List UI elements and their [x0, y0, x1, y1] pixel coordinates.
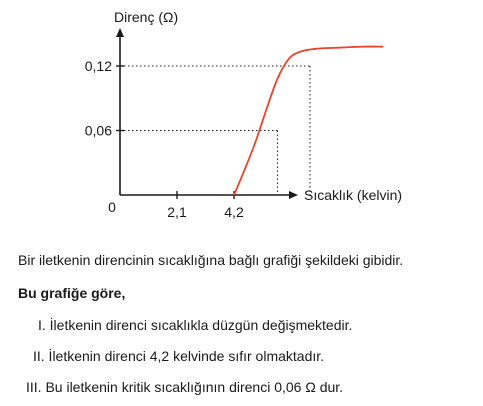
- x-axis-title: Sıcaklık (kelvin): [304, 187, 403, 203]
- question-lead: Bu grafiğe göre,: [18, 285, 126, 301]
- x-tick-label: 2,1: [167, 204, 187, 220]
- x-axis-arrow: [289, 191, 298, 199]
- y-tick-label: 0,12: [84, 58, 112, 74]
- intro-text: Bir iletkenin direncinin sıcaklığına bağlı grafiği şekildeki gibidir.: [18, 252, 404, 268]
- y-axis-arrow: [116, 28, 124, 37]
- statement-2: II. İletkenin direnci 4,2 kelvinde sıfır olmaktadır.: [33, 348, 325, 364]
- origin-label: 0: [108, 199, 116, 215]
- y-axis-title: Direnç (Ω): [114, 9, 179, 25]
- resistance-curve: [234, 47, 383, 195]
- y-tick-label: 0,06: [84, 122, 112, 139]
- statement-1: I. İletkenin direnci sıcaklıkla düzgün değişmektedir.: [38, 317, 353, 333]
- x-tick-label: 4,2: [224, 204, 244, 220]
- statement-3: III. Bu iletkenin kritik sıcaklığının direnci 0,06 Ω dur.: [26, 379, 344, 395]
